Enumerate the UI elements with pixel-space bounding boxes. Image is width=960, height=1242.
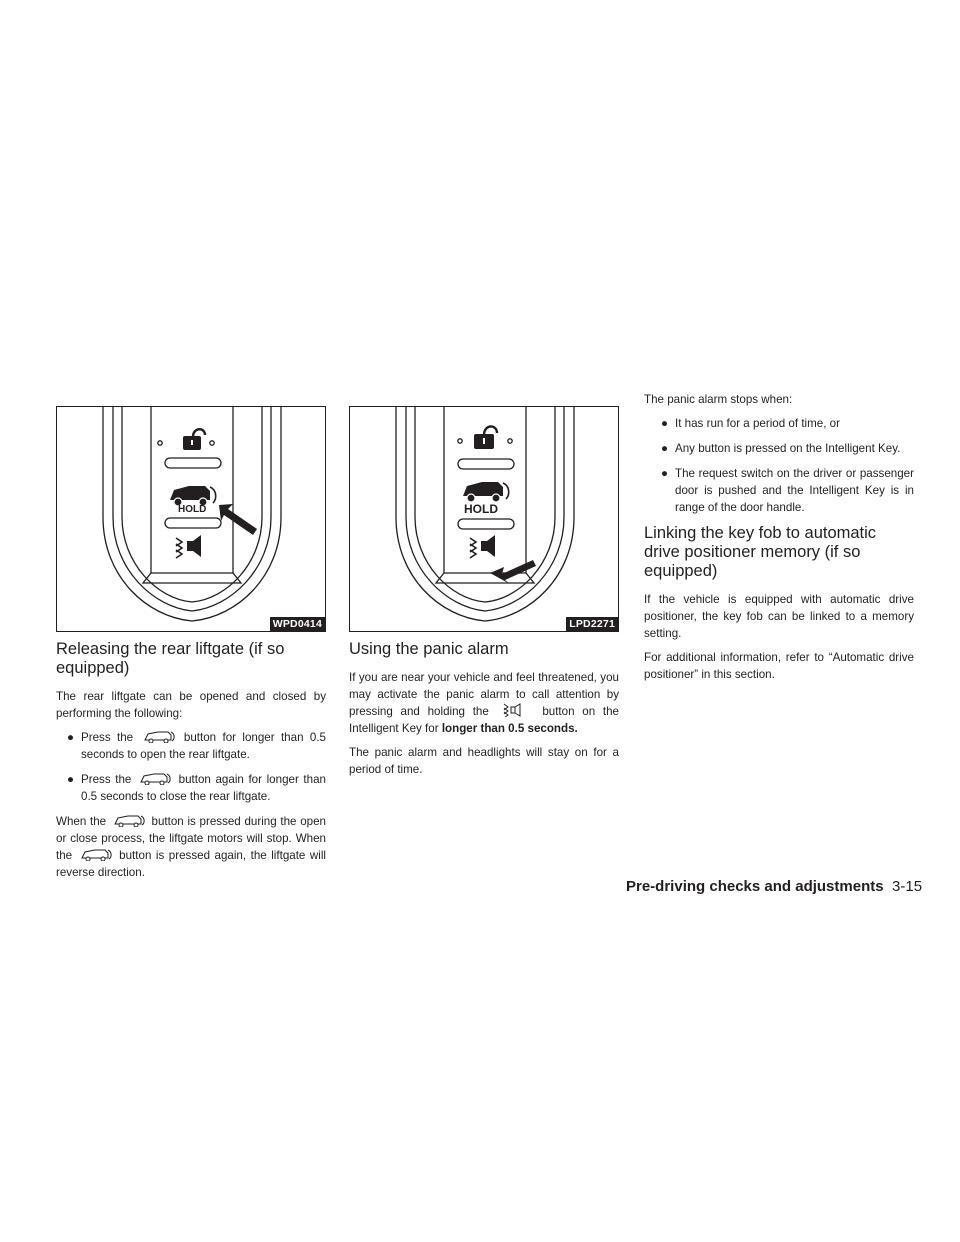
column-1 [56, 406, 326, 888]
hold-label: HOLD [178, 504, 207, 515]
panic-stops-list [644, 415, 914, 516]
column-3 [644, 391, 914, 690]
figure-code: WPD0414 [270, 617, 325, 631]
page-footer [626, 878, 922, 896]
liftgate-paragraph: When the button is pressed during the open or close process, the liftgate motors will stop. When the button is pressed again, the liftgate will reverse direction. [56, 815, 326, 879]
liftgate-icon [78, 847, 114, 861]
liftgate-steps-list [56, 729, 326, 805]
section-intro: The rear liftgate can be opened and closed by performing the following: [56, 690, 326, 720]
hold-label: HOLD [464, 502, 498, 516]
figure-panic-button [349, 406, 619, 632]
liftgate-icon [463, 482, 509, 502]
panic-alarm-icon [470, 535, 495, 558]
panic-duration-paragraph: The panic alarm and headlights will stay on for a period of time. [349, 746, 619, 776]
panic-alarm-icon [498, 703, 534, 717]
list-item: ● Press the button again for longer than 0.5 seconds to close the rear liftgate. [67, 773, 326, 803]
key-fob-illustration [350, 407, 619, 632]
panic-stops-intro: The panic alarm stops when: [644, 393, 793, 406]
key-fob-illustration [57, 407, 326, 632]
list-item: ● Any button is pressed on the Intelligent Key. [661, 442, 901, 455]
bullet: ● [67, 731, 75, 744]
panic-paragraph: If you are near your vehicle and feel threatened, you may activate the panic alarm to call attention by pressing and holding the button on the Intelligent Key for longer than 0.5 seconds. [349, 671, 619, 735]
section-heading: Releasing the rear liftgate (if so equipped) [56, 640, 285, 677]
liftgate-icon [141, 729, 177, 743]
page-number: 3-15 [892, 878, 923, 895]
lock-open-icon [183, 429, 205, 450]
bullet: ● [661, 417, 669, 430]
bullet: ● [67, 773, 75, 786]
liftgate-icon [137, 771, 173, 785]
adp-paragraph: If the vehicle is equipped with automatic drive positioner, the key fob can be linked to a memory setting. [644, 593, 914, 640]
list-item: ● It has run for a period of time, or [661, 417, 840, 430]
column-2 [349, 406, 619, 785]
section-heading: Using the panic alarm [349, 640, 509, 658]
figure-code: LPD2271 [566, 617, 618, 631]
bullet: ● [661, 442, 669, 455]
liftgate-icon [170, 486, 216, 506]
figure-liftgate-button [56, 406, 326, 632]
section-heading: Linking the key fob to automatic drive positioner memory (if so equipped) [644, 524, 877, 580]
pointer-arrow [219, 504, 257, 535]
adp-reference-paragraph: For additional information, refer to “Automatic drive positioner” in this section. [644, 651, 914, 681]
list-item: ● Press the button for longer than 0.5 seconds to open the rear liftgate. [67, 731, 326, 761]
bullet: ● [661, 467, 669, 480]
liftgate-icon [111, 813, 147, 827]
footer-section-title: Pre-driving checks and adjustments [626, 878, 884, 895]
panic-alarm-icon [176, 535, 201, 558]
list-item: ● The request switch on the driver or passenger door is pushed and the Intelligent Key is in range of the door handle. [661, 467, 914, 514]
lock-open-icon [474, 426, 497, 449]
